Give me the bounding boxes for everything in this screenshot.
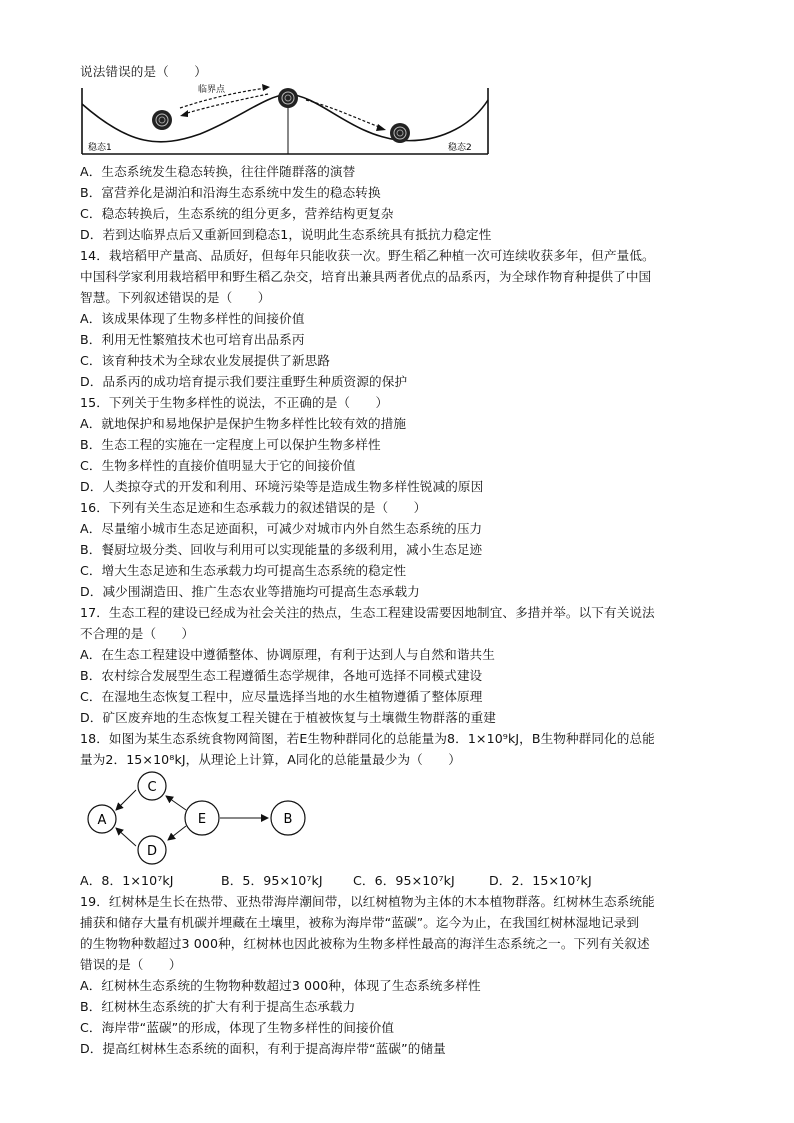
q13-option-d: D．若到达临界点后又重新回到稳态1，说明此生态系统具有抵抗力稳定性 xyxy=(80,227,492,242)
q16-option-d: D．减少围湖造田、推广生态农业等措施均可提高生态承载力 xyxy=(80,584,420,599)
food-web-diagram xyxy=(80,770,320,866)
q19-option-a: A．红树林生态系统的生物物种数超过3 000种，体现了生态系统多样性 xyxy=(80,978,481,993)
q17-stem-line1: 17．生态工程的建设已经成为社会关注的热点，生态工程建设需要因地制宜、多措并举。以下有关说法 xyxy=(80,605,655,620)
arrow-back xyxy=(184,94,268,114)
svg-text:C: C xyxy=(147,780,157,795)
node-a xyxy=(88,805,116,833)
node-e xyxy=(185,801,219,835)
q19-stem-line2: 捕获和储存大量有机碳并埋藏在土壤里，被称为海岸带“蓝碳”。迄今为止，在我国红树林湿地记录到 xyxy=(80,915,640,930)
q19-stem-line3: 的生物物种数超过3 000种，红树林也因此被称为生物多样性最高的海洋生态系统之一。下列有关叙述 xyxy=(80,936,650,951)
q18-option-c: C．6．95×10⁷kJ xyxy=(353,873,455,888)
q18-option-d: D．2．15×10⁷kJ xyxy=(489,873,592,888)
edge-c-to-a xyxy=(116,790,136,810)
ball-state1 xyxy=(152,110,172,130)
q13-stem-tail: 说法错误的是（ ） xyxy=(80,64,207,79)
q14-option-c: C．该育种技术为全球农业发展提供了新思路 xyxy=(80,353,331,368)
q14-stem-line1: 14．栽培稻甲产量高、品质好，但每年只能收获一次。野生稻乙种植一次可连续收获多年，但产量低。 xyxy=(80,248,655,263)
q16-option-c: C．增大生态足迹和生态承载力均可提高生态系统的稳定性 xyxy=(80,563,407,578)
q18-stem-line2: 量为2．15×10⁸kJ，从理论上计算，A同化的总能量最少为（ ） xyxy=(80,752,461,767)
svg-text:E: E xyxy=(197,812,207,827)
svg-text:D: D xyxy=(146,844,158,859)
q16-option-a: A．尽量缩小城市生态足迹面积，可减少对城市内外自然生态系统的压力 xyxy=(80,521,483,536)
q15-option-d: D．人类掠夺式的开发和利用、环境污染等是造成生物多样性锐减的原因 xyxy=(80,479,484,494)
q18-stem-line1: 18．如图为某生态系统食物网简图，若E生物种群同化的总能量为8．1×10⁹kJ，B生物种群同化的总能 xyxy=(80,731,655,746)
q13-option-a: A．生态系统发生稳态转换，往往伴随群落的演替 xyxy=(80,164,356,179)
q16-stem: 16．下列有关生态足迹和生态承载力的叙述错误的是（ ） xyxy=(80,500,427,515)
edge-e-to-c xyxy=(166,796,186,810)
node-b xyxy=(271,801,305,835)
q17-option-b: B．农村综合发展型生态工程遵循生态学规律，各地可选择不同模式建设 xyxy=(80,668,483,683)
node-d xyxy=(138,836,166,864)
node-c xyxy=(138,772,166,800)
ball-state2 xyxy=(390,123,410,143)
ball-critical xyxy=(278,88,298,108)
q18-option-a: A．8．1×10⁷kJ xyxy=(80,873,174,888)
edge-e-to-d xyxy=(168,826,186,840)
q14-stem-line3: 智慧。下列叙述错误的是（ ） xyxy=(80,290,271,305)
q15-option-b: B．生态工程的实施在一定程度上可以保护生物多样性 xyxy=(80,437,381,452)
q13-option-c: C．稳态转换后，生态系统的组分更多，营养结构更复杂 xyxy=(80,206,394,221)
q19-option-d: D．提高红树林生态系统的面积，有利于提高海岸带“蓝碳”的储量 xyxy=(80,1041,446,1056)
q17-option-d: D．矿区废弃地的生态恢复工程关键在于植被恢复与土壤微生物群落的重建 xyxy=(80,710,496,725)
q13-option-b: B．富营养化是湖泊和沿海生态系统中发生的稳态转换 xyxy=(80,185,381,200)
q15-option-c: C．生物多样性的直接价值明显大于它的间接价值 xyxy=(80,458,356,473)
steady-state-figure xyxy=(80,82,492,156)
q18-option-b: B．5．95×10⁷kJ xyxy=(221,873,323,888)
svg-text:B: B xyxy=(283,812,293,827)
q17-option-a: A．在生态工程建设中遵循整体、协调原理，有利于达到人与自然和谐共生 xyxy=(80,647,495,662)
q14-stem-line2: 中国科学家利用栽培稻甲和野生稻乙杂交，培育出兼具两者优点的品系丙，为全球作物育种提供了中国 xyxy=(80,269,652,284)
q17-option-c: C．在湿地生态恢复工程中，应尽量选择当地的水生植物遵循了整体原理 xyxy=(80,689,483,704)
svg-text:A: A xyxy=(97,813,107,828)
q14-option-d: D．品系丙的成功培育提示我们要注重野生种质资源的保护 xyxy=(80,374,408,389)
q14-option-b: B．利用无性繁殖技术也可培育出品系丙 xyxy=(80,332,305,347)
q14-option-a: A．该成果体现了生物多样性的间接价值 xyxy=(80,311,305,326)
q16-option-b: B．餐厨垃圾分类、回收与利用可以实现能量的多级利用，减小生态足迹 xyxy=(80,542,483,557)
q19-stem-line1: 19．红树林是生长在热带、亚热带海岸潮间带，以红树植物为主体的木本植物群落。红树林生态系统能 xyxy=(80,894,655,909)
label-state2: 稳态2 xyxy=(448,143,472,153)
q17-stem-line2: 不合理的是（ ） xyxy=(80,626,195,641)
q19-option-c: C．海岸带“蓝碳”的形成，体现了生物多样性的间接价值 xyxy=(80,1020,395,1035)
q19-option-b: B．红树林生态系统的扩大有利于提高生态承载力 xyxy=(80,999,356,1014)
q15-option-a: A．就地保护和易地保护是保护生物多样性比较有效的措施 xyxy=(80,416,407,431)
label-critical-point: 临界点 xyxy=(198,85,226,95)
label-state1: 稳态1 xyxy=(88,143,112,153)
q19-stem-line4: 错误的是（ ） xyxy=(80,957,182,972)
q15-stem: 15．下列关于生物多样性的说法，不正确的是（ ） xyxy=(80,395,389,410)
edge-d-to-a xyxy=(116,828,136,846)
